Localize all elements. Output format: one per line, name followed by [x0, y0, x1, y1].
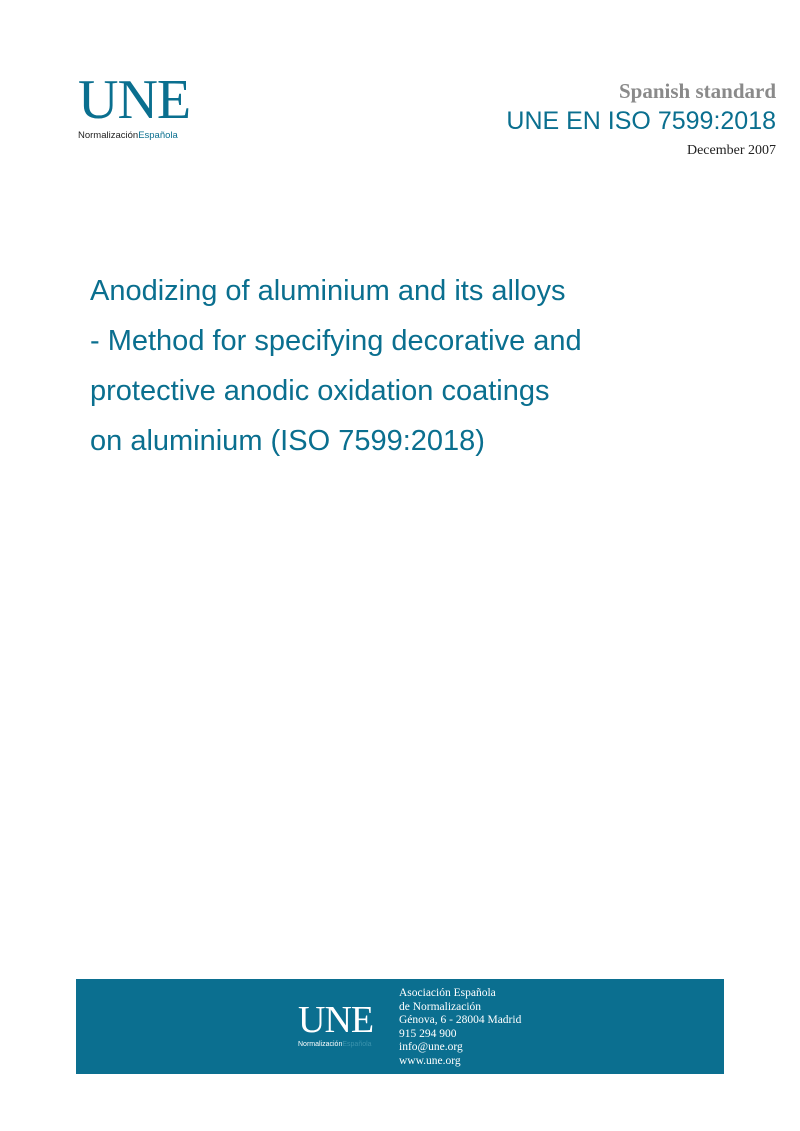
footer-org-name-1: Asociación Española	[399, 987, 496, 999]
une-logo-mark: UNE	[78, 69, 191, 131]
title-line: Anodizing of aluminium and its alloys	[90, 275, 566, 307]
une-footer-logo	[298, 1001, 388, 1049]
standard-header	[506, 78, 776, 160]
standard-kicker: Spanish standard	[619, 79, 776, 103]
standard-date: December 2007	[686, 143, 776, 158]
title-line: on aluminium (ISO 7599:2018)	[90, 425, 485, 457]
footer-band	[76, 979, 724, 1074]
une-footer-logo-mark: UNE	[298, 999, 374, 1041]
footer-phone: 915 294 900	[399, 1027, 457, 1040]
footer-street: Génova, 6 - 28004 Madrid	[399, 1014, 522, 1027]
document-title	[90, 266, 730, 466]
une-logo-tag-part1: Normalización	[78, 130, 139, 141]
une-footer-tag-part1: Normalización	[298, 1041, 343, 1048]
standard-code: UNE EN ISO 7599:2018	[506, 107, 776, 135]
une-logo	[78, 69, 198, 142]
title-line: protective anodic oxidation coatings	[90, 375, 550, 407]
une-logo-tagline	[78, 130, 198, 142]
une-footer-logo-tagline	[298, 1040, 388, 1049]
title-line: - Method for specifying decorative and	[90, 325, 582, 357]
footer-address	[399, 987, 521, 1069]
footer-org-name-2: de Normalización	[399, 1000, 482, 1013]
une-logo-tag-part2: Española	[138, 130, 178, 141]
footer-website: www.une.org	[399, 1054, 461, 1067]
une-footer-tag-part2: Española	[342, 1041, 372, 1048]
footer-email: info@une.org	[399, 1041, 463, 1054]
